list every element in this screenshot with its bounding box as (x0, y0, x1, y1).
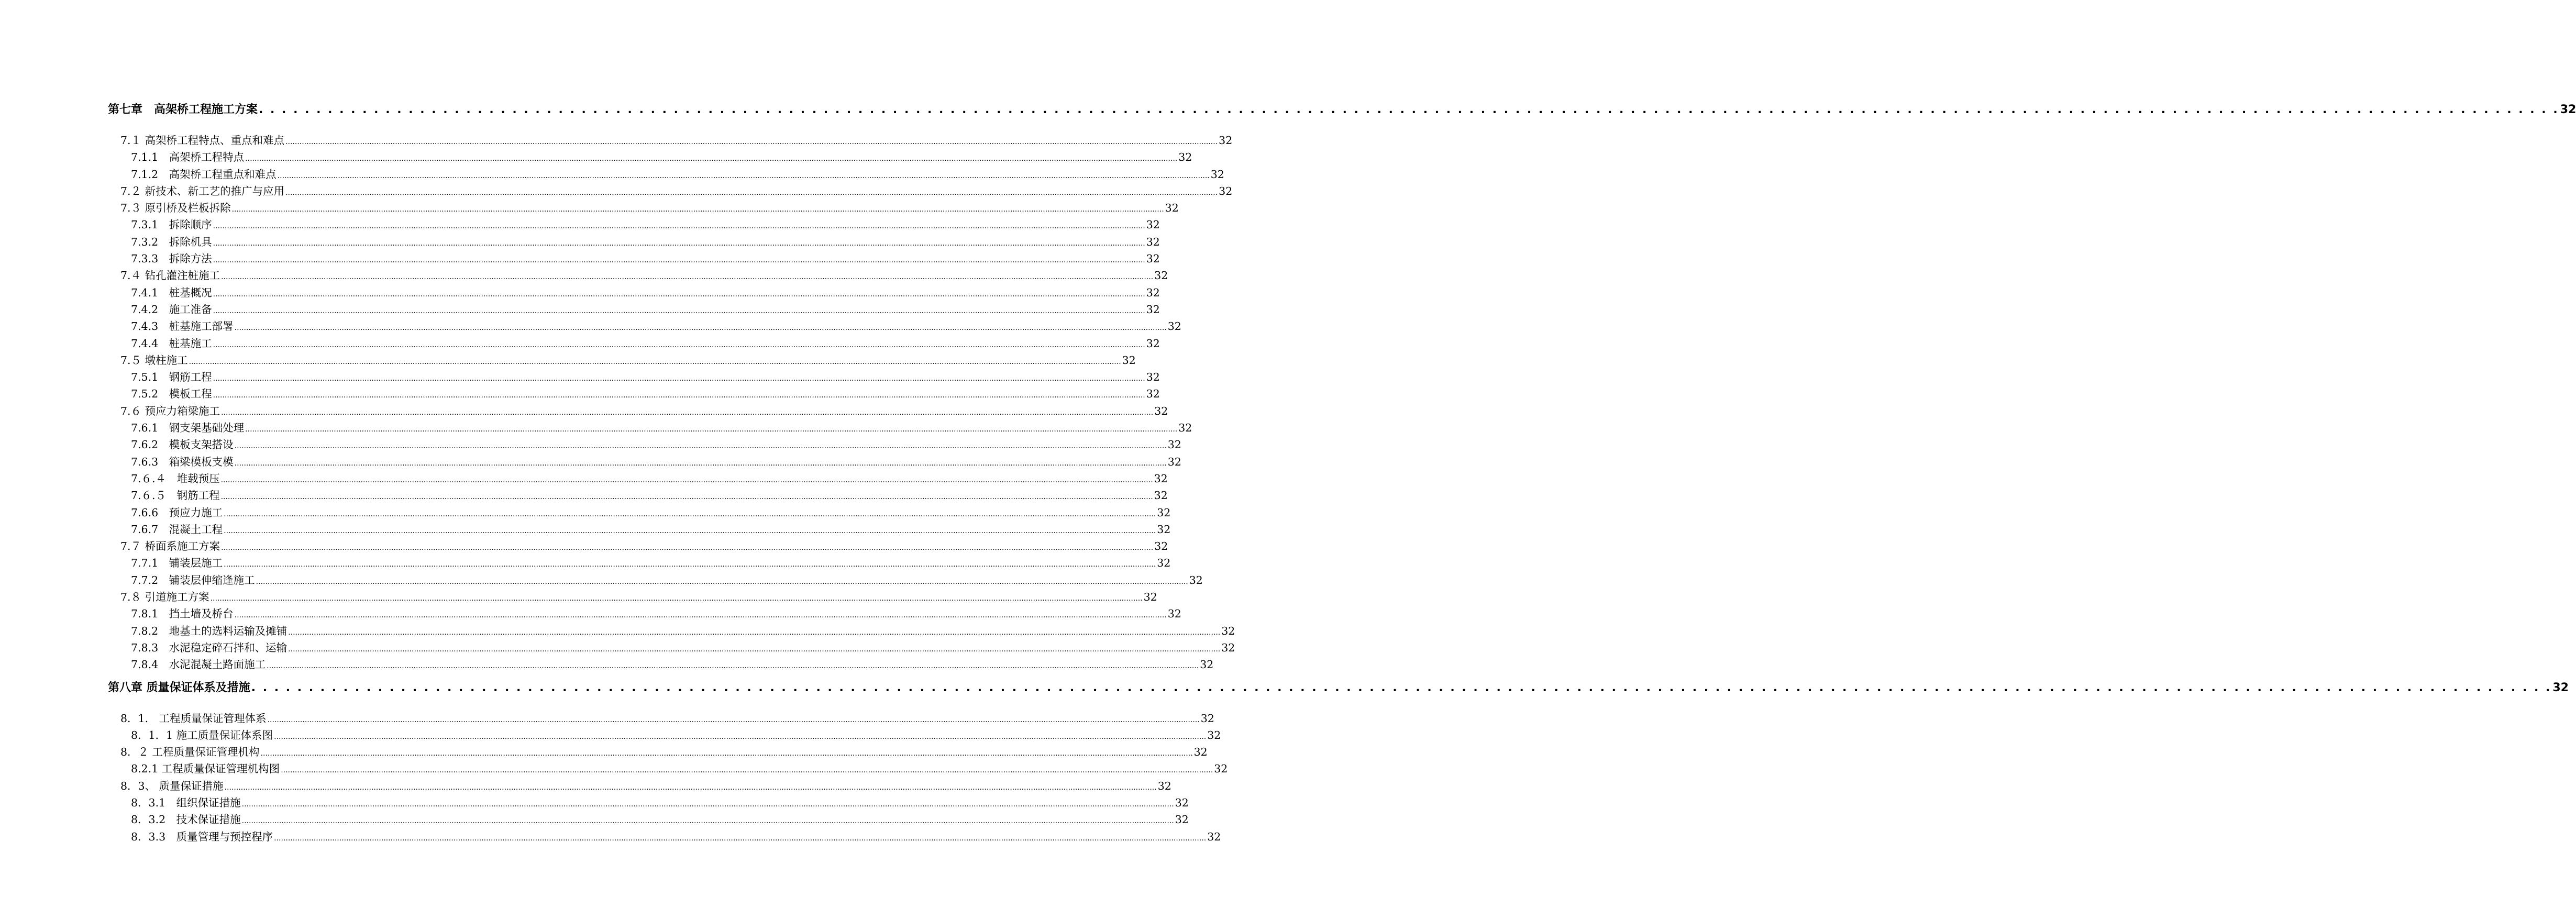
toc-page-number: 32 (1178, 151, 1192, 164)
toc-entry-label: 8．3、 质量保证措施 (120, 779, 224, 792)
toc-subsection-entry[interactable] (108, 828, 1221, 845)
toc-dot-leader: ................................................................................................................................................................................................................................................................................................................................................................................................................ (267, 715, 1200, 724)
toc-subsection-entry[interactable] (108, 250, 1160, 267)
toc-subsection-entry[interactable] (108, 811, 1189, 828)
toc-dot-leader: ................................................................................................................................................................................................................................................................................................................................................................................................................ (260, 749, 1193, 758)
toc-entry-label: 7.６.４ 堆载预压 (131, 472, 220, 485)
toc-dot-leader: ................................................................................................................................................................................................................................................................................................................................................................................................................ (241, 800, 1174, 809)
toc-subsection-entry[interactable] (108, 639, 1235, 656)
toc-dot-leader: ................................................................................................................................................................................................................................................................................................................................................................................................................ (241, 817, 1174, 826)
toc-entry-label: 8．1．1 施工质量保证体系图 (131, 728, 273, 741)
toc-dot-leader: . . . . . . . . . . . . . . . . . . . . . . . . . . . . . . . . . . . . . . . . . . . . . . . . . . . . . . . . . . . . . . . . . . . . . . . . . . . . . . . . . . . . . . . . . . . . . . . . . . . . . . . . . . . . . . . . . . . . . . . . . . . . . . . . . . . . . . . . . . . . . . . . . . . . . . . . . . . . . . . . . . . . . . . . . . . . . . . . . . . . . . . . . . . . . . . . . . . . . . . . (259, 103, 2559, 116)
toc-dot-leader: ................................................................................................................................................................................................................................................................................................................................................................................................................ (210, 594, 1143, 603)
toc-page-number: 32 (1189, 573, 1203, 586)
toc-dot-leader: ................................................................................................................................................................................................................................................................................................................................................................................................................ (224, 560, 1156, 569)
toc-entry-label: 7.8.1 挡土墙及桥台 (131, 607, 234, 621)
toc-subsection-entry[interactable] (108, 216, 1160, 233)
toc-dot-leader: ................................................................................................................................................................................................................................................................................................................................................................................................................ (285, 188, 1218, 197)
toc-page-number: 32 (1207, 728, 1221, 741)
toc-subsection-entry[interactable] (108, 453, 1181, 470)
toc-dot-leader: ................................................................................................................................................................................................................................................................................................................................................................................................................ (221, 273, 1154, 282)
toc-entry-label: 8．3.3 质量管理与预控程序 (131, 830, 273, 843)
toc-entry-label: 7.４ 钻孔灌注桩施工 (120, 269, 220, 282)
toc-subsection-entry[interactable] (108, 470, 1168, 487)
toc-entry-label: 7.5.2 模板工程 (131, 387, 212, 401)
toc-entry-label: 8.2.1 工程质量保证管理机构图 (131, 762, 280, 776)
toc-entry-label: 7.８ 引道施工方案 (120, 591, 209, 604)
toc-dot-leader: ................................................................................................................................................................................................................................................................................................................................................................................................................ (213, 239, 1145, 248)
toc-dot-leader: ................................................................................................................................................................................................................................................................................................................................................................................................................ (267, 662, 1199, 671)
toc-dot-leader: ................................................................................................................................................................................................................................................................................................................................................................................................................ (234, 442, 1167, 451)
toc-entry-label: 7.4.1 桩基概况 (131, 286, 212, 299)
toc-entry-label: 8．3.1 组织保证措施 (131, 796, 241, 809)
toc-subsection-entry[interactable] (108, 419, 1192, 436)
toc-dot-leader: ................................................................................................................................................................................................................................................................................................................................................................................................................ (221, 544, 1154, 552)
toc-dot-leader: ................................................................................................................................................................................................................................................................................................................................................................................................................ (234, 459, 1167, 468)
toc-entry-label: 7.6.3 箱梁模板支模 (131, 455, 234, 468)
toc-dot-leader: ................................................................................................................................................................................................................................................................................................................................................................................................................ (224, 783, 1157, 792)
toc-section-entry[interactable] (108, 538, 1168, 555)
toc-dot-leader: ................................................................................................................................................................................................................................................................................................................................................................................................................ (288, 645, 1221, 654)
toc-page-number: 32 (1193, 746, 1208, 759)
toc-page-number: 32 (1146, 337, 1160, 350)
toc-page-number: 32 (1178, 422, 1192, 435)
toc-entry-label: 7.２ 新技术、新工艺的推广与应用 (120, 184, 285, 197)
toc-entry-label: 7.4.3 桩基施工部署 (131, 320, 234, 333)
toc-page-number: 32 (1214, 762, 1228, 776)
toc-entry-label: 7.5.1 钢筋工程 (131, 371, 212, 384)
toc-page-number: 32 (1143, 591, 1157, 604)
toc-entry-label: 7.６.５ 钢筋工程 (131, 489, 220, 502)
toc-page-number: 32 (1146, 252, 1160, 265)
toc-subsection-entry[interactable] (108, 794, 1189, 811)
toc-dot-leader: . . . . . . . . . . . . . . . . . . . . . . . . . . . . . . . . . . . . . . . . . . . . . . . . . . . . . . . . . . . . . . . . . . . . . . . . . . . . . . . . . . . . . . . . . . . . . . . . . . . . . . . . . . . . . . . . . . . . . . . . . . . . . . . . . . . . . . . . . . . . . . . . . . . . . . . . . . . . . . . . . . . . . . . . . . . . . . . . . . . . . . . . . . . . . . . . . . . . . . . . (251, 681, 2552, 694)
toc-entry-label: 7.3.3 拆除方法 (131, 252, 212, 265)
toc-entry-label: 7.7.1 铺装层施工 (131, 557, 223, 570)
toc-dot-leader: ................................................................................................................................................................................................................................................................................................................................................................................................................ (220, 493, 1153, 502)
toc-page-number: 32 (1200, 658, 1214, 671)
toc-dot-leader: ................................................................................................................................................................................................................................................................................................................................................................................................................ (281, 766, 1213, 775)
toc-subsection-entry[interactable] (108, 727, 1221, 744)
toc-subsection-entry[interactable] (108, 605, 1181, 622)
toc-dot-leader: ................................................................................................................................................................................................................................................................................................................................................................................................................ (213, 391, 1145, 400)
toc-chapter-entry[interactable] (108, 99, 2576, 120)
table-of-contents (108, 99, 2576, 845)
toc-page-number: 32 (1154, 269, 1168, 282)
toc-subsection-entry[interactable] (108, 369, 1160, 385)
toc-dot-leader: ................................................................................................................................................................................................................................................................................................................................................................................................................ (213, 222, 1145, 231)
toc-dot-leader: ................................................................................................................................................................................................................................................................................................................................................................................................................ (274, 834, 1207, 843)
toc-section-entry[interactable] (108, 744, 1208, 760)
toc-subsection-entry[interactable] (108, 656, 1214, 673)
toc-page-number: 32 (1165, 202, 1179, 215)
toc-entry-label: 7.３ 原引桥及栏板拆除 (120, 202, 231, 215)
toc-page-number: 32 (2552, 681, 2569, 694)
toc-dot-leader: ................................................................................................................................................................................................................................................................................................................................................................................................................ (224, 510, 1156, 518)
toc-dot-leader: ................................................................................................................................................................................................................................................................................................................................................................................................................ (213, 256, 1145, 265)
toc-entry-label: 第八章 质量保证体系及措施 (108, 681, 250, 694)
toc-subsection-entry[interactable] (108, 335, 1160, 352)
toc-entry-label: 8．1. 工程质量保证管理体系 (120, 712, 267, 725)
toc-dot-leader: ................................................................................................................................................................................................................................................................................................................................................................................................................ (189, 357, 1121, 366)
toc-page-number: 32 (1146, 235, 1160, 248)
toc-dot-leader: ................................................................................................................................................................................................................................................................................................................................................................................................................ (221, 408, 1154, 417)
toc-entry-label: 7.8.3 水泥稳定碎石拌和、运输 (131, 641, 288, 654)
toc-entry-label: 8．２ 工程质量保证管理机构 (120, 746, 260, 759)
toc-section-entry[interactable] (108, 183, 1233, 200)
toc-page-number: 32 (1167, 455, 1181, 468)
toc-subsection-entry[interactable] (108, 234, 1160, 250)
toc-dot-leader: ................................................................................................................................................................................................................................................................................................................................................................................................................ (213, 290, 1145, 298)
toc-page-number: 32 (1157, 506, 1171, 519)
toc-subsection-entry[interactable] (108, 149, 1192, 165)
toc-chapter-entry[interactable] (108, 678, 2569, 699)
toc-page-number: 32 (1219, 134, 1233, 147)
toc-page-number: 32 (1207, 830, 1221, 843)
toc-page-number: 32 (1122, 353, 1136, 367)
toc-page-number: 32 (1167, 607, 1181, 621)
toc-page-number: 32 (1146, 286, 1160, 299)
toc-dot-leader: ................................................................................................................................................................................................................................................................................................................................................................................................................ (234, 324, 1167, 333)
toc-dot-leader: ................................................................................................................................................................................................................................................................................................................................................................................................................ (277, 171, 1210, 180)
toc-section-entry[interactable] (108, 352, 1136, 369)
toc-page-number: 32 (1221, 641, 1235, 654)
toc-entry-label: 7.７ 桥面系施工方案 (120, 540, 220, 553)
toc-subsection-entry[interactable] (108, 284, 1160, 301)
toc-entry-label: 7.4.4 桩基施工 (131, 337, 212, 350)
toc-entry-label: 7.7.2 铺装层伸缩逢施工 (131, 573, 255, 586)
toc-page-number: 32 (1200, 712, 1214, 725)
toc-page-number: 32 (1167, 320, 1181, 333)
toc-entry-label: 7.6.1 钢支架基础处理 (131, 422, 245, 435)
toc-page-number: 32 (1210, 168, 1224, 181)
toc-dot-leader: ................................................................................................................................................................................................................................................................................................................................................................................................................ (234, 611, 1167, 620)
toc-subsection-entry[interactable] (108, 318, 1181, 335)
toc-entry-label: 7.1.2 高架桥工程重点和难点 (131, 168, 277, 181)
toc-page-number: 32 (1154, 540, 1168, 553)
toc-entry-label: 8．3.2 技术保证措施 (131, 813, 241, 826)
toc-section-entry[interactable] (108, 200, 1179, 216)
toc-entry-label: 7.6.2 模板支架搭设 (131, 438, 234, 451)
toc-entry-label: 7.６ 预应力箱梁施工 (120, 404, 220, 417)
toc-dot-leader: ................................................................................................................................................................................................................................................................................................................................................................................................................ (285, 138, 1218, 146)
toc-page-number: 32 (1146, 371, 1160, 384)
toc-dot-leader: ................................................................................................................................................................................................................................................................................................................................................................................................................ (245, 154, 1178, 163)
toc-dot-leader: ................................................................................................................................................................................................................................................................................................................................................................................................................ (288, 628, 1221, 637)
toc-entry-label: 7.1.1 高架桥工程特点 (131, 151, 245, 164)
toc-subsection-entry[interactable] (108, 760, 1228, 777)
toc-entry-label: 7.6.6 预应力施工 (131, 506, 223, 519)
toc-entry-label: 7.3.2 拆除机具 (131, 235, 212, 248)
toc-subsection-entry[interactable] (108, 623, 1235, 639)
toc-page-number: 32 (1219, 184, 1233, 197)
toc-dot-leader: ................................................................................................................................................................................................................................................................................................................................................................................................................ (231, 205, 1164, 214)
toc-dot-leader: ................................................................................................................................................................................................................................................................................................................................................................................................................ (245, 425, 1178, 434)
toc-section-entry[interactable] (108, 778, 1171, 794)
toc-section-entry[interactable] (108, 267, 1168, 284)
toc-page-number: 32 (1157, 779, 1171, 792)
toc-section-entry[interactable] (108, 589, 1157, 605)
toc-subsection-entry[interactable] (108, 385, 1160, 402)
toc-page-number: 32 (1157, 557, 1171, 570)
toc-entry-label: 7.8.4 水泥混凝土路面施工 (131, 658, 266, 671)
toc-page-number: 32 (1167, 438, 1181, 451)
toc-dot-leader: ................................................................................................................................................................................................................................................................................................................................................................................................................ (213, 340, 1145, 349)
toc-entry-label: 7.５ 墩柱施工 (120, 353, 188, 367)
toc-section-entry[interactable] (108, 132, 1233, 149)
toc-dot-leader: ................................................................................................................................................................................................................................................................................................................................................................................................................ (256, 577, 1188, 586)
toc-page-number: 32 (1154, 472, 1168, 485)
toc-subsection-entry[interactable] (108, 436, 1181, 453)
toc-section-entry[interactable] (108, 403, 1168, 419)
toc-subsection-entry[interactable] (108, 166, 1224, 183)
toc-entry-label: 第七章 高架桥工程施工方案 (108, 103, 258, 116)
toc-page-number: 32 (1175, 796, 1189, 809)
toc-subsection-entry[interactable] (108, 487, 1168, 504)
toc-dot-leader: ................................................................................................................................................................................................................................................................................................................................................................................................................ (213, 306, 1145, 315)
toc-dot-leader: ................................................................................................................................................................................................................................................................................................................................................................................................................ (220, 475, 1153, 484)
toc-entry-label: 7.6.7 混凝土工程 (131, 523, 223, 536)
toc-section-entry[interactable] (108, 710, 1214, 727)
toc-page-number: 32 (1175, 813, 1189, 826)
toc-page-number: 32 (1154, 404, 1168, 417)
toc-dot-leader: ................................................................................................................................................................................................................................................................................................................................................................................................................ (274, 732, 1207, 741)
toc-subsection-entry[interactable] (108, 301, 1160, 318)
toc-page-number: 32 (1221, 624, 1235, 637)
toc-page-number: 32 (1154, 489, 1168, 502)
toc-page-number: 32 (1146, 218, 1160, 231)
toc-entry-label: 7.3.1 拆除顺序 (131, 218, 212, 231)
toc-subsection-entry[interactable] (108, 521, 1171, 538)
toc-page-number: 32 (2560, 103, 2576, 116)
toc-page-number: 32 (1146, 303, 1160, 316)
toc-dot-leader: ................................................................................................................................................................................................................................................................................................................................................................................................................ (213, 374, 1145, 383)
toc-page-number: 32 (1146, 387, 1160, 401)
toc-entry-label: 7.１ 高架桥工程特点、重点和难点 (120, 134, 285, 147)
toc-dot-leader: ................................................................................................................................................................................................................................................................................................................................................................................................................ (224, 526, 1156, 535)
toc-subsection-entry[interactable] (108, 504, 1171, 521)
toc-subsection-entry[interactable] (108, 572, 1203, 589)
toc-entry-label: 7.4.2 施工准备 (131, 303, 212, 316)
toc-page-number: 32 (1157, 523, 1171, 536)
toc-entry-label: 7.8.2 地基土的选料运输及摊铺 (131, 624, 288, 637)
toc-subsection-entry[interactable] (108, 555, 1171, 571)
